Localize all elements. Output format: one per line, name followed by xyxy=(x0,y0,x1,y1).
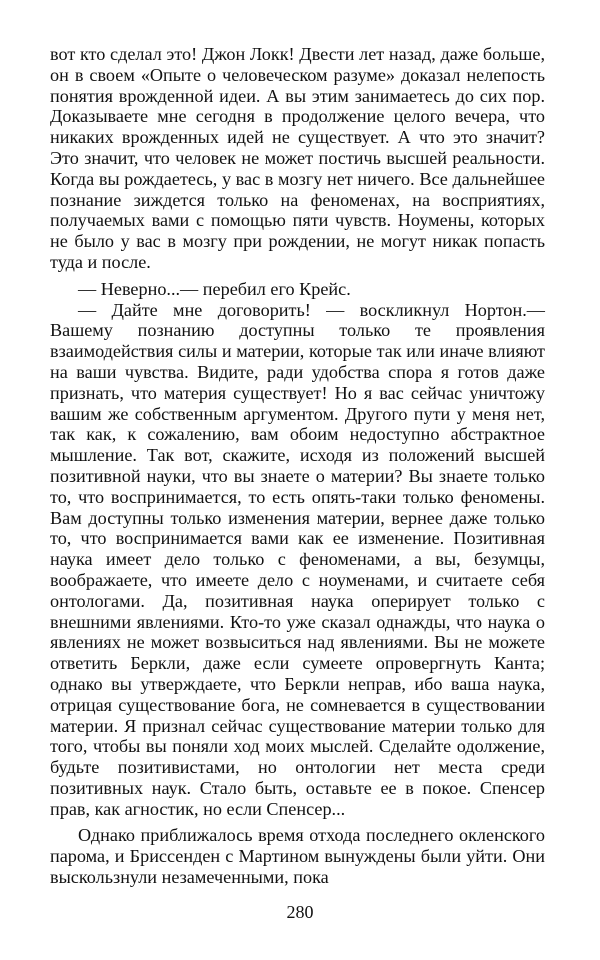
page-body xyxy=(50,44,545,888)
paragraph-kreis-reply: — Неверно...— перебил его Крейс. xyxy=(78,278,351,299)
page-number: 280 xyxy=(286,902,314,922)
paragraph-departure: Однако приближалось время отхода последнего окленского парома, и Бриссенден с Мартином вынуждены были уйти. Они выскользнули незамеченными, пока xyxy=(50,825,545,888)
paragraph-locke: вот кто сделал это! Джон Локк! Двести лет назад, даже больше, он в своем «Опыте о человеческом разуме» доказал нелепость понятия врожденной идеи. А вы этим занимаетесь до сих пор. Доказываете мне сегодня в продолжение целого вечера, что никаких врожденных идей не существует. А что это значит? Это значит, что человек не может постичь высшей реальности. Когда вы рождаетесь, у вас в мозгу нет ничего. Все дальнейшее познание зиждется только на феноменах, на восприятиях, получаемых вами с помощью пяти чувств. Ноумены, которых не было у вас в мозгу при рождении, не могут никак попасть туда и после. xyxy=(50,44,545,272)
paragraph-norton-speech: — Дайте мне договорить! — воскликнул Нортон.— Вашему познанию доступны только те проявления взаимодействия силы и материи, которые так или иначе влияют на ваши чувства. Видите, ради удобства спора я готов даже признать, что материя существует! Но я вас сейчас уничтожу вашим же собственным аргументом. Другого пути у меня нет, так как, к сожалению, вам обоим недоступно абстрактное мышление. Так вот, скажите, исходя из положений высшей позитивной науки, что вы знаете о материи? Вы знаете только то, что воспринимается, то есть опять-таки только феномены. Вам доступны только изменения материи, вернее даже только то, что воспринимается вами как ее изменение. Позитивная наука имеет дело только с феноменами, а вы, безумцы, воображаете, что имеете дело с ноуменами, и считаете себя онтологами. Да, позитивная наука оперирует только с внешними явлениями. Кто-то уже сказал однажды, что наука о явлениях не может возвыситься над явлениями. Вы не можете ответить Беркли, даже если сумеете опровергнуть Канта; однако вы утверждаете, что Беркли неправ, ибо ваша наука, отрицая существование бога, не сомневается в существовании материи. Я признал сейчас существование материи только для того, чтобы вы поняли ход моих мыслей. Сделайте одолжение, будьте позитивистами, но онтологии нет места среди позитивных наук. Стало быть, оставьте ее в покое. Спенсер прав, как агностик, но если Спенсер... xyxy=(50,299,545,819)
